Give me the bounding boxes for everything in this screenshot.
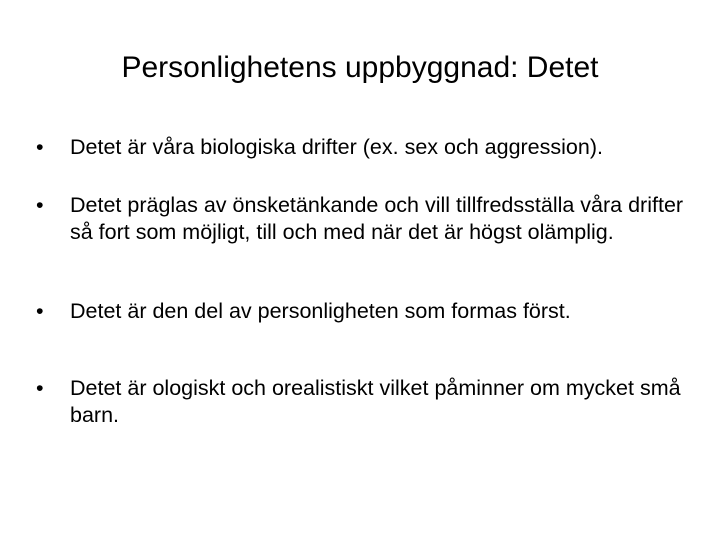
bullet-term: Detet: [70, 299, 122, 323]
bullet-icon: •: [36, 193, 44, 217]
slide-title: Personlighetens uppbyggnad: Detet: [121, 51, 599, 84]
bullet-text: är våra biologiska drifter (ex. sex och aggression).: [121, 135, 603, 159]
bullet-list: [36, 128, 696, 429]
bullet-item: [36, 192, 696, 246]
bullet-text: är ologiskt och orealistiskt vilket påminner om mycket små barn.: [70, 376, 681, 427]
bullet-item: [36, 134, 696, 161]
bullet-term: Detet: [70, 193, 122, 217]
bullet-item: [36, 375, 696, 429]
bullet-term: Detet: [70, 135, 122, 159]
bullet-icon: •: [36, 135, 44, 159]
bullet-text: är den del av personligheten som formas först.: [121, 299, 571, 323]
bullet-icon: •: [36, 376, 44, 400]
bullet-item: [36, 298, 696, 325]
bullet-term: Detet: [70, 376, 122, 400]
bullet-text: präglas av önsketänkande och vill tillfredsställa våra drifter så fort som möjligt, till och med när det är högst olämplig.: [70, 193, 684, 244]
bullet-icon: •: [36, 299, 44, 323]
